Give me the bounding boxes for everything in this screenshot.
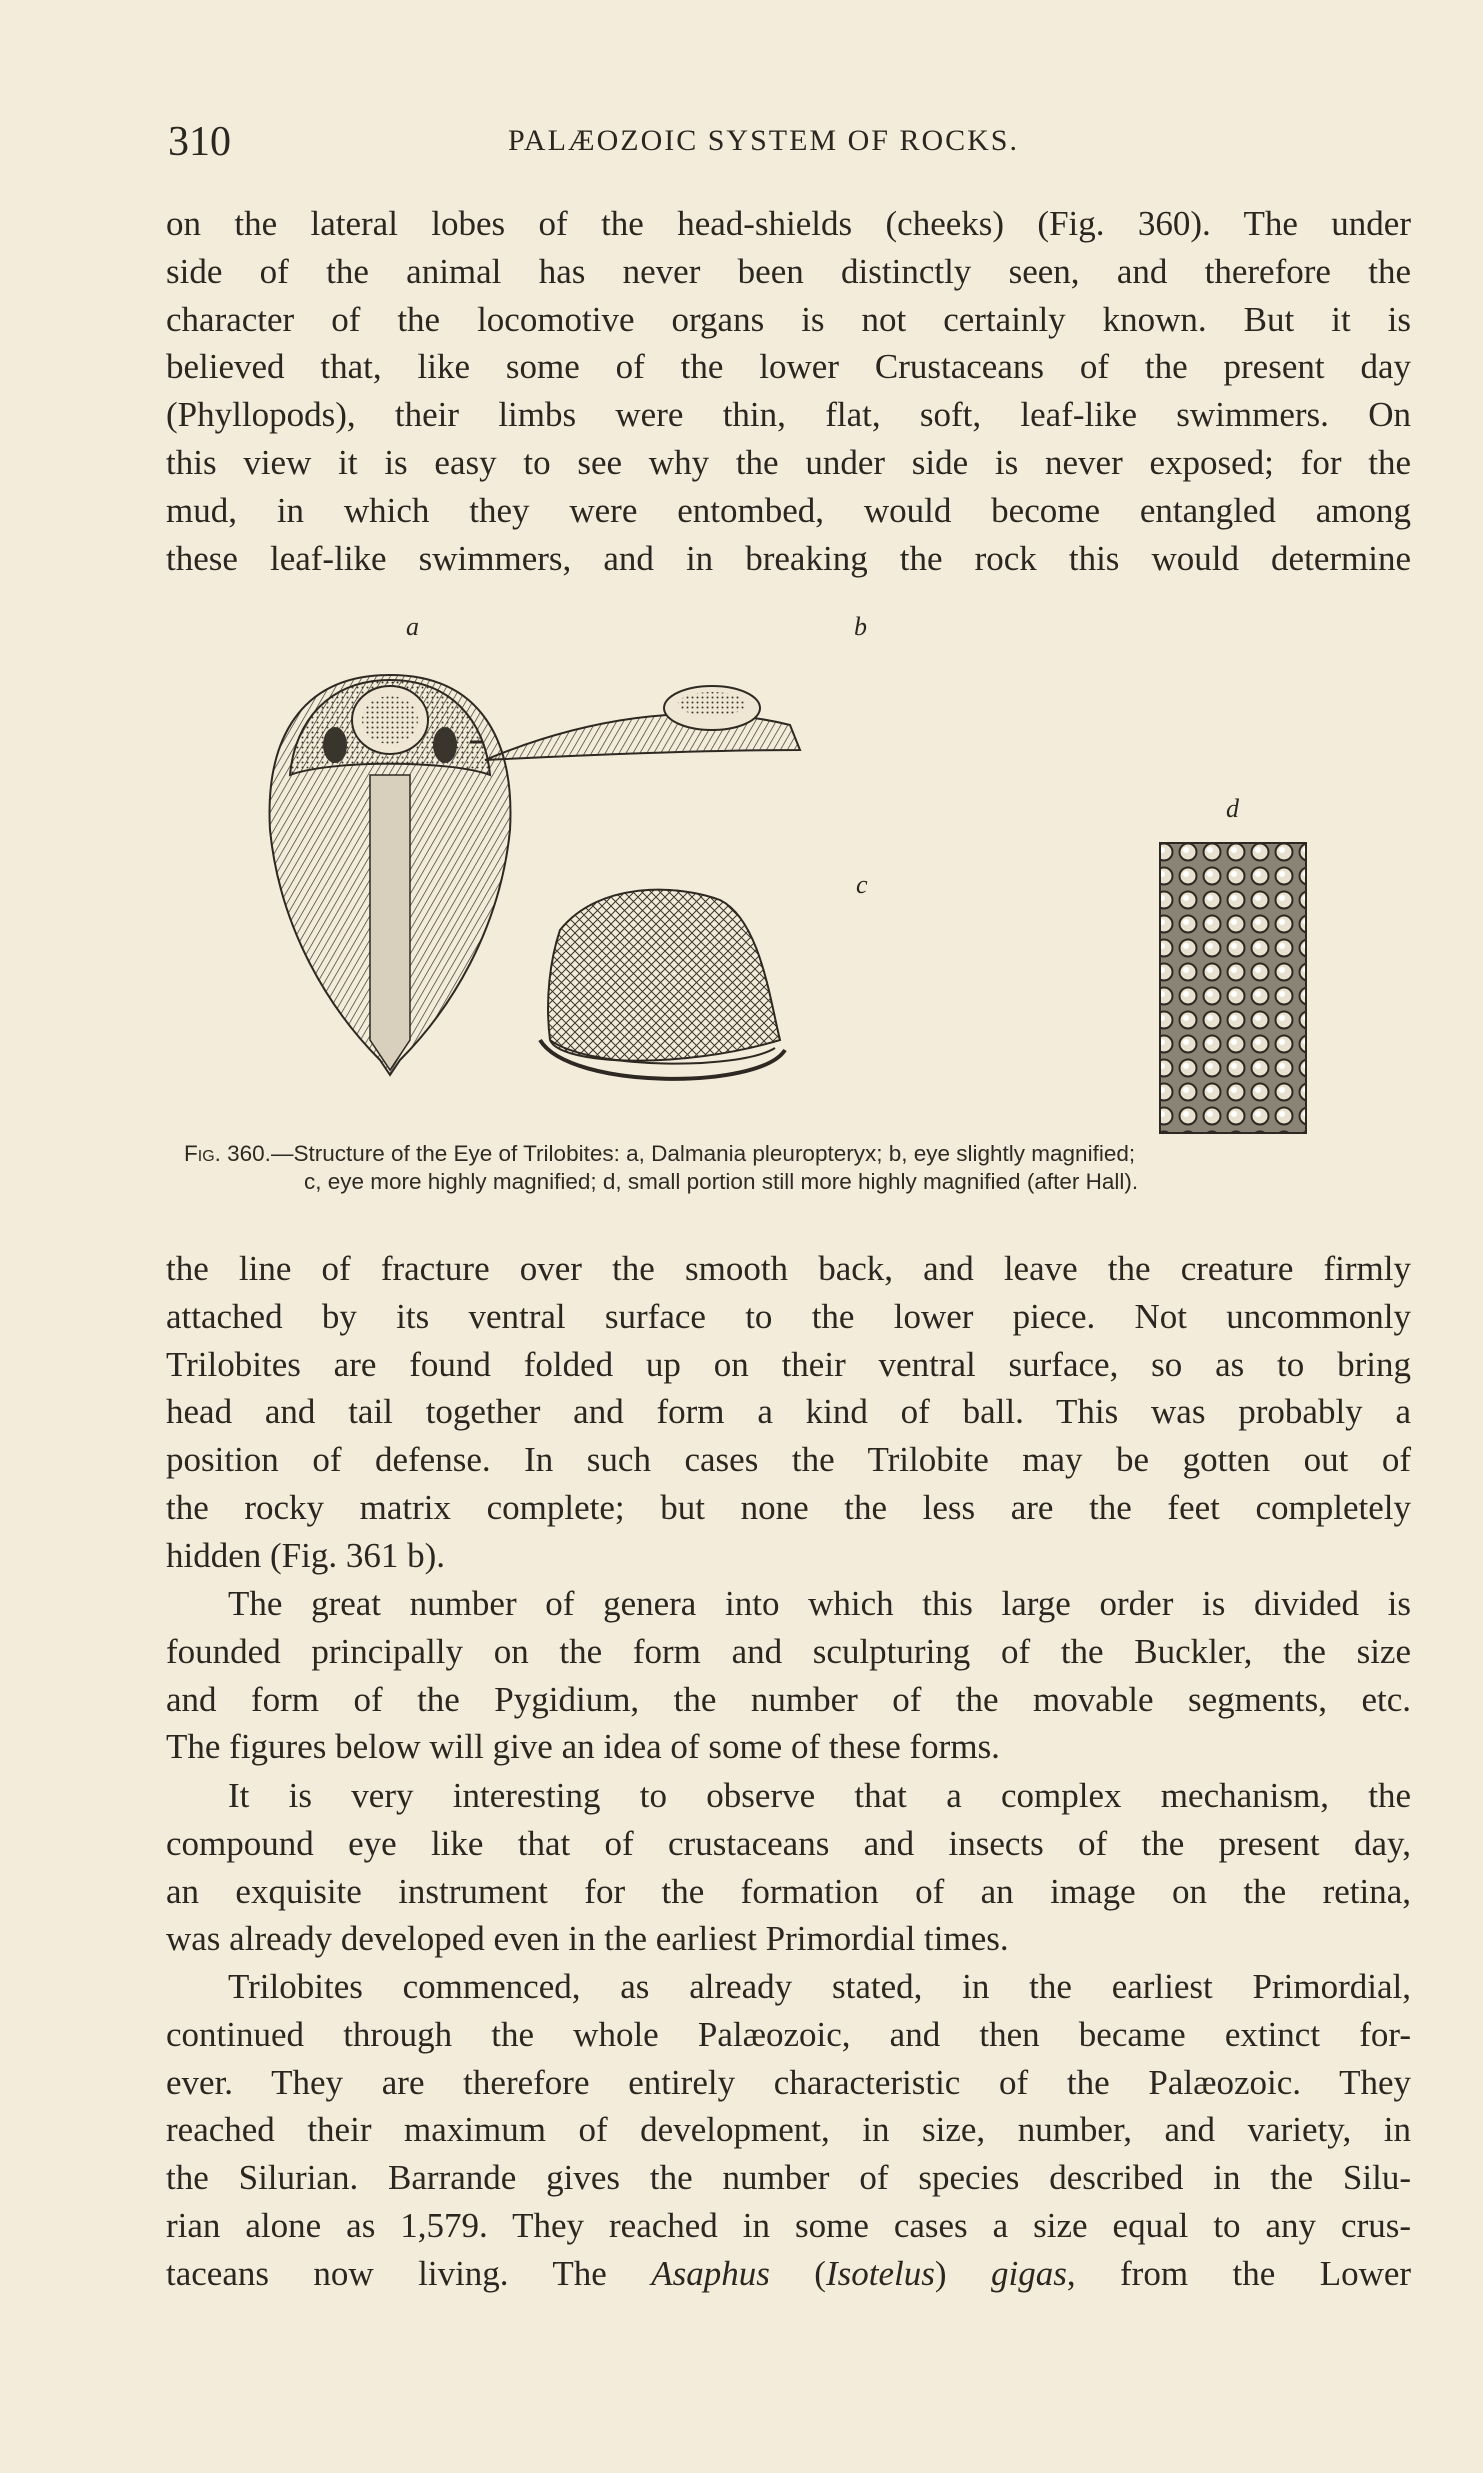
text-line: It is very interesting to observe that a complex mechanism, the <box>228 1776 1411 1815</box>
text-line: head and tail together and form a kind of ball. This was probably a <box>166 1392 1411 1432</box>
text-line: the line of fracture over the smooth back, and leave the creature firmly <box>166 1249 1411 1288</box>
text-line: was already developed even in the earliest Primordial times. <box>166 1919 1009 1959</box>
text-line: reached their maximum of development, in size, number, and variety, in <box>166 2110 1411 2150</box>
page-number: 310 <box>168 119 231 165</box>
genus-name: Asaphus <box>651 2253 770 2293</box>
text-line <box>166 2250 1411 2298</box>
text-line: mud, in which they were entombed, would become entangled among <box>166 490 1411 530</box>
paragraph-5 <box>166 1963 1411 2298</box>
paragraph-3 <box>166 1580 1411 1771</box>
text-line: The figures below will give an idea of some of these forms. <box>166 1727 1000 1767</box>
figure-label-c: c <box>856 870 868 899</box>
text-line: character of the locomotive organs is not certainly known. But it is <box>166 299 1411 339</box>
eye-c-drawing <box>540 890 785 1079</box>
figure-label-b: b <box>854 612 867 641</box>
trilobite-a-drawing <box>270 675 511 1075</box>
text-line: ever. They are therefore entirely characteristic of the Palæozoic. They <box>166 2062 1411 2102</box>
text-line: attached by its ventral surface to the lower piece. Not uncommonly <box>166 1296 1411 1336</box>
paragraph-1 <box>166 200 1411 582</box>
caption-text-1: —Structure of the Eye of Trilobites: a, Dalmania pleuropteryx; b, eye slightly magnified; <box>270 1141 1136 1166</box>
text-line: (Phyllopods), their limbs were thin, flat, soft, leaf-like swimmers. On <box>166 395 1411 435</box>
species-name: gigas <box>990 2253 1067 2293</box>
text-line: Trilobites are found folded up on their ventral surface, so as to bring <box>166 1344 1411 1384</box>
paragraph-2 <box>166 1245 1411 1580</box>
running-title: PALÆOZOIC SYSTEM OF ROCKS. <box>508 124 1019 157</box>
lens-d-drawing <box>1160 843 1306 1133</box>
text-line: position of defense. In such cases the Trilobite may be gotten out of <box>166 1440 1411 1480</box>
figure-illustration <box>240 600 1320 1140</box>
caption-figure-number: Fig. 360. <box>184 1141 271 1166</box>
eye-b-drawing <box>470 686 800 760</box>
caption-line-2: c, eye more highly magnified; d, small portion still more highly magnified (after Hall). <box>304 1169 1139 1194</box>
text-line: rian alone as 1,579. They reached in some cases a size equal to any crus- <box>166 2205 1411 2245</box>
text-line: Trilobites commenced, as already stated, in the earliest Primordial, <box>228 1967 1411 2006</box>
text-line: hidden (Fig. 361 b). <box>166 1535 446 1575</box>
text-run: ( <box>769 2253 826 2293</box>
text-line: believed that, like some of the lower Crustaceans of the present day <box>166 347 1411 387</box>
text-line: continued through the whole Palæozoic, and then became extinct for- <box>166 2014 1411 2054</box>
text-line: this view it is easy to see why the under side is never exposed; for the <box>166 442 1411 482</box>
text-line: an exquisite instrument for the formation of an image on the retina, <box>166 1871 1411 1911</box>
figure-caption <box>184 1140 1399 1196</box>
text-run: taceans now living. The <box>166 2253 652 2293</box>
subgenus-name: Isotelus <box>825 2253 935 2293</box>
text-line: compound eye like that of crustaceans and insects of the present day, <box>166 1823 1411 1863</box>
text-line: these leaf-like swimmers, and in breaking the rock this would determine <box>166 538 1411 578</box>
text-line: on the lateral lobes of the head-shields (cheeks) (Fig. 360). The under <box>166 204 1411 243</box>
text-run: , from the Lower <box>1066 2253 1412 2293</box>
figure-label-a: a <box>406 612 419 641</box>
text-line: side of the animal has never been distinctly seen, and therefore the <box>166 251 1411 291</box>
caption-line-1 <box>184 1140 1399 1168</box>
page-header <box>168 118 1408 178</box>
paragraph-4 <box>166 1772 1411 1963</box>
text-line: founded principally on the form and sculpturing of the Buckler, the size <box>166 1631 1411 1671</box>
figure-360 <box>240 600 1320 1160</box>
text-line: The great number of genera into which this large order is divided is <box>228 1584 1411 1623</box>
text-line: the rocky matrix complete; but none the less are the feet completely <box>166 1487 1411 1527</box>
figure-label-d: d <box>1226 794 1239 823</box>
text-line: and form of the Pygidium, the number of the movable segments, etc. <box>166 1679 1411 1719</box>
text-run: ) <box>934 2253 991 2293</box>
text-line: the Silurian. Barrande gives the number of species described in the Silu- <box>166 2158 1411 2198</box>
